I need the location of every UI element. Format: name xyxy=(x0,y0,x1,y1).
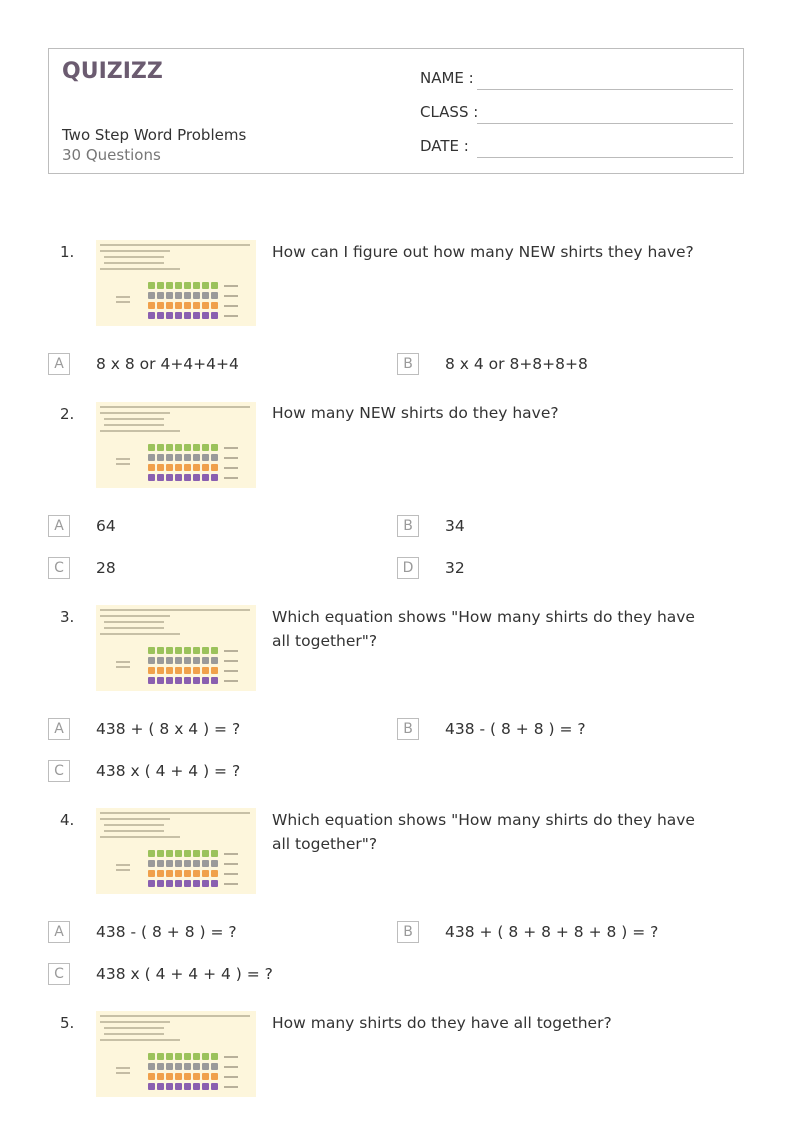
date-field[interactable] xyxy=(477,157,733,158)
shirt-icon xyxy=(184,292,191,299)
shirt-icon xyxy=(202,677,209,684)
shirt-icon xyxy=(184,870,191,877)
image-text-line xyxy=(100,633,180,635)
class-label: CLASS : xyxy=(420,103,479,121)
shirt-icon xyxy=(193,282,200,289)
image-text-line xyxy=(100,812,250,814)
shirt-icon xyxy=(148,282,155,289)
shirt-icon xyxy=(166,1073,173,1080)
shirt-icon xyxy=(193,474,200,481)
shirt-icon xyxy=(184,1083,191,1090)
shirt-icon xyxy=(211,647,218,654)
shirt-icon xyxy=(193,870,200,877)
shirt-icon xyxy=(211,1063,218,1070)
shirt-icon xyxy=(148,657,155,664)
shirt-icon xyxy=(202,647,209,654)
shirt-icon xyxy=(175,1083,182,1090)
shirt-icon xyxy=(148,454,155,461)
shirt-icon xyxy=(175,870,182,877)
shirt-icon xyxy=(166,677,173,684)
question-text: How can I figure out how many NEW shirts they have? xyxy=(272,243,694,261)
shirt-icon xyxy=(184,1063,191,1070)
shirt-icon xyxy=(166,1083,173,1090)
shirt-icon xyxy=(166,860,173,867)
option-letter[interactable]: C xyxy=(48,963,70,985)
shirt-icon xyxy=(193,657,200,664)
image-text-line xyxy=(116,869,130,871)
option-text: 438 - ( 8 + 8 ) = ? xyxy=(96,923,237,941)
image-text-line xyxy=(100,244,250,246)
shirt-icon xyxy=(193,292,200,299)
shirt-icon xyxy=(148,464,155,471)
shirt-icon xyxy=(175,667,182,674)
shirt-icon xyxy=(184,454,191,461)
question-image xyxy=(96,605,256,691)
shirt-icon xyxy=(202,464,209,471)
shirt-icon xyxy=(175,464,182,471)
option-text: 8 x 8 or 4+4+4+4 xyxy=(96,355,239,373)
shirt-icon xyxy=(202,312,209,319)
shirt-icon xyxy=(202,1083,209,1090)
shirt-icon xyxy=(157,312,164,319)
question-number: 4. xyxy=(60,811,75,829)
shirt-icon xyxy=(193,454,200,461)
shirt-icon xyxy=(148,880,155,887)
shirt-icon xyxy=(175,860,182,867)
shirt-icon xyxy=(184,444,191,451)
shirt-icon xyxy=(184,850,191,857)
shirt-icon xyxy=(166,464,173,471)
shirt-icon xyxy=(184,667,191,674)
shirt-icon xyxy=(175,312,182,319)
shirt-icon xyxy=(184,282,191,289)
image-text-line xyxy=(100,615,170,617)
shirt-icon xyxy=(211,1083,218,1090)
option-text: 438 x ( 4 + 4 ) = ? xyxy=(96,762,241,780)
shirt-icon xyxy=(193,880,200,887)
shirt-icon xyxy=(193,1053,200,1060)
date-label: DATE : xyxy=(420,137,469,155)
shirt-icon xyxy=(211,312,218,319)
row-label-line xyxy=(224,467,238,469)
image-text-line xyxy=(104,627,164,629)
question-number: 1. xyxy=(60,243,75,261)
image-text-line xyxy=(100,250,170,252)
shirt-icon xyxy=(175,282,182,289)
shirt-icon xyxy=(202,860,209,867)
shirt-icon xyxy=(184,657,191,664)
shirt-icon xyxy=(202,282,209,289)
row-label-line xyxy=(224,680,238,682)
shirt-icon xyxy=(175,292,182,299)
option-text: 34 xyxy=(445,517,465,535)
shirt-icon xyxy=(175,1073,182,1080)
shirt-icon xyxy=(157,880,164,887)
image-text-line xyxy=(104,830,164,832)
row-label-line xyxy=(224,670,238,672)
shirt-icon xyxy=(157,282,164,289)
shirt-icon xyxy=(184,1053,191,1060)
row-label-line xyxy=(224,1086,238,1088)
shirt-icon xyxy=(148,870,155,877)
shirt-icon xyxy=(211,870,218,877)
shirt-icon xyxy=(157,474,164,481)
option-letter[interactable]: A xyxy=(48,921,70,943)
shirt-icon xyxy=(193,312,200,319)
shirt-icon xyxy=(148,292,155,299)
shirt-icon xyxy=(166,1063,173,1070)
image-text-line xyxy=(100,406,250,408)
shirt-icon xyxy=(175,1053,182,1060)
shirt-icon xyxy=(184,1073,191,1080)
quizizz-logo: QUIZIZZ xyxy=(62,59,163,84)
shirt-icon xyxy=(148,444,155,451)
shirt-icon xyxy=(193,302,200,309)
image-text-line xyxy=(104,418,164,420)
image-text-line xyxy=(100,1021,170,1023)
option-letter[interactable]: C xyxy=(48,557,70,579)
image-text-line xyxy=(104,1033,164,1035)
row-label-line xyxy=(224,660,238,662)
shirt-icon xyxy=(184,474,191,481)
option-letter[interactable]: B xyxy=(397,353,419,375)
shirt-icon xyxy=(193,647,200,654)
row-label-line xyxy=(224,883,238,885)
image-text-line xyxy=(100,836,180,838)
shirt-icon xyxy=(148,1073,155,1080)
shirt-icon xyxy=(202,454,209,461)
shirt-icon xyxy=(175,474,182,481)
shirt-icon xyxy=(202,444,209,451)
shirt-icon xyxy=(157,1063,164,1070)
question-text: Which equation shows "How many shirts do they have all together"? xyxy=(272,608,695,650)
shirt-icon xyxy=(166,444,173,451)
shirt-icon xyxy=(166,880,173,887)
row-label-line xyxy=(224,1056,238,1058)
shirt-icon xyxy=(175,454,182,461)
shirt-icon xyxy=(211,677,218,684)
shirt-icon xyxy=(175,850,182,857)
image-text-line xyxy=(104,1027,164,1029)
shirt-icon xyxy=(148,677,155,684)
shirt-icon xyxy=(211,1073,218,1080)
image-text-line xyxy=(116,296,130,298)
question-text: How many NEW shirts do they have? xyxy=(272,404,559,422)
shirt-icon xyxy=(148,474,155,481)
shirt-icon xyxy=(184,677,191,684)
shirt-icon xyxy=(157,1073,164,1080)
option-text: 64 xyxy=(96,517,116,535)
question-number: 5. xyxy=(60,1014,75,1032)
question-text: Which equation shows "How many shirts do they have all together"? xyxy=(272,811,695,853)
class-field[interactable] xyxy=(477,123,733,124)
shirt-icon xyxy=(175,302,182,309)
worksheet-title: Two Step Word Problems xyxy=(62,126,247,144)
shirt-icon xyxy=(148,1083,155,1090)
image-text-line xyxy=(116,666,130,668)
question-count: 30 Questions xyxy=(62,146,161,164)
shirt-icon xyxy=(166,1053,173,1060)
option-letter[interactable]: D xyxy=(397,557,419,579)
shirt-icon xyxy=(157,870,164,877)
shirt-icon xyxy=(193,1063,200,1070)
option-letter[interactable]: B xyxy=(397,718,419,740)
shirt-icon xyxy=(211,667,218,674)
shirt-icon xyxy=(157,1053,164,1060)
row-label-line xyxy=(224,457,238,459)
shirt-icon xyxy=(148,312,155,319)
shirt-icon xyxy=(193,850,200,857)
shirt-icon xyxy=(211,860,218,867)
shirt-icon xyxy=(157,464,164,471)
image-text-line xyxy=(116,1067,130,1069)
shirt-icon xyxy=(202,880,209,887)
shirt-icon xyxy=(184,312,191,319)
shirt-icon xyxy=(211,282,218,289)
shirt-icon xyxy=(175,444,182,451)
shirt-icon xyxy=(157,647,164,654)
image-text-line xyxy=(100,818,170,820)
shirt-icon xyxy=(166,454,173,461)
image-text-line xyxy=(100,1015,250,1017)
shirt-icon xyxy=(148,1053,155,1060)
shirt-icon xyxy=(175,880,182,887)
question-image xyxy=(96,808,256,894)
shirt-icon xyxy=(202,292,209,299)
shirt-icon xyxy=(157,860,164,867)
question-image xyxy=(96,240,256,326)
shirt-icon xyxy=(202,1073,209,1080)
shirt-icon xyxy=(193,860,200,867)
shirt-icon xyxy=(148,1063,155,1070)
image-text-line xyxy=(116,661,130,663)
shirt-icon xyxy=(157,667,164,674)
shirt-icon xyxy=(211,302,218,309)
row-label-line xyxy=(224,863,238,865)
row-label-line xyxy=(224,447,238,449)
shirt-icon xyxy=(211,292,218,299)
shirt-icon xyxy=(148,647,155,654)
question-text: How many shirts do they have all together? xyxy=(272,1014,612,1032)
shirt-icon xyxy=(193,677,200,684)
image-text-line xyxy=(104,621,164,623)
shirt-icon xyxy=(202,1063,209,1070)
image-text-line xyxy=(116,301,130,303)
shirt-icon xyxy=(193,1083,200,1090)
image-text-line xyxy=(100,609,250,611)
shirt-icon xyxy=(175,657,182,664)
image-text-line xyxy=(104,824,164,826)
option-text: 438 + ( 8 + 8 + 8 + 8 ) = ? xyxy=(445,923,659,941)
shirt-icon xyxy=(175,1063,182,1070)
row-label-line xyxy=(224,1066,238,1068)
question-image xyxy=(96,402,256,488)
row-label-line xyxy=(224,477,238,479)
shirt-icon xyxy=(157,677,164,684)
shirt-icon xyxy=(202,657,209,664)
question-image xyxy=(96,1011,256,1097)
shirt-icon xyxy=(166,312,173,319)
image-text-line xyxy=(116,458,130,460)
image-text-line xyxy=(100,1039,180,1041)
shirt-icon xyxy=(157,454,164,461)
image-text-line xyxy=(116,463,130,465)
shirt-icon xyxy=(166,657,173,664)
row-label-line xyxy=(224,650,238,652)
shirt-icon xyxy=(202,474,209,481)
shirt-icon xyxy=(211,657,218,664)
shirt-icon xyxy=(202,1053,209,1060)
shirt-icon xyxy=(166,850,173,857)
row-label-line xyxy=(224,853,238,855)
shirt-icon xyxy=(211,1053,218,1060)
shirt-icon xyxy=(166,292,173,299)
shirt-icon xyxy=(211,444,218,451)
image-text-line xyxy=(116,1072,130,1074)
shirt-icon xyxy=(193,667,200,674)
image-text-line xyxy=(116,864,130,866)
shirt-icon xyxy=(211,464,218,471)
shirt-icon xyxy=(184,464,191,471)
option-text: 438 x ( 4 + 4 + 4 ) = ? xyxy=(96,965,273,983)
shirt-icon xyxy=(157,657,164,664)
shirt-icon xyxy=(202,870,209,877)
row-label-line xyxy=(224,1076,238,1078)
image-text-line xyxy=(104,424,164,426)
shirt-icon xyxy=(175,647,182,654)
shirt-icon xyxy=(202,850,209,857)
row-label-line xyxy=(224,315,238,317)
option-letter[interactable]: A xyxy=(48,515,70,537)
name-field[interactable] xyxy=(477,89,733,90)
row-label-line xyxy=(224,295,238,297)
shirt-icon xyxy=(157,292,164,299)
row-label-line xyxy=(224,285,238,287)
option-text: 8 x 4 or 8+8+8+8 xyxy=(445,355,588,373)
shirt-icon xyxy=(175,677,182,684)
image-text-line xyxy=(100,430,180,432)
row-label-line xyxy=(224,873,238,875)
option-letter[interactable]: B xyxy=(397,515,419,537)
shirt-icon xyxy=(202,667,209,674)
shirt-icon xyxy=(157,850,164,857)
image-text-line xyxy=(100,268,180,270)
shirt-icon xyxy=(184,302,191,309)
option-text: 438 + ( 8 x 4 ) = ? xyxy=(96,720,241,738)
shirt-icon xyxy=(184,880,191,887)
shirt-icon xyxy=(148,860,155,867)
shirt-icon xyxy=(184,860,191,867)
shirt-icon xyxy=(211,850,218,857)
shirt-icon xyxy=(166,667,173,674)
option-text: 438 - ( 8 + 8 ) = ? xyxy=(445,720,586,738)
shirt-icon xyxy=(166,474,173,481)
shirt-icon xyxy=(202,302,209,309)
worksheet-header xyxy=(48,48,744,174)
shirt-icon xyxy=(193,444,200,451)
option-letter[interactable]: A xyxy=(48,353,70,375)
shirt-icon xyxy=(166,282,173,289)
shirt-icon xyxy=(148,302,155,309)
question-number: 2. xyxy=(60,405,75,423)
shirt-icon xyxy=(211,454,218,461)
option-letter[interactable]: A xyxy=(48,718,70,740)
option-text: 32 xyxy=(445,559,465,577)
shirt-icon xyxy=(211,880,218,887)
image-text-line xyxy=(104,256,164,258)
row-label-line xyxy=(224,305,238,307)
shirt-icon xyxy=(211,474,218,481)
option-letter[interactable]: C xyxy=(48,760,70,782)
shirt-icon xyxy=(148,667,155,674)
shirt-icon xyxy=(157,444,164,451)
shirt-icon xyxy=(148,850,155,857)
shirt-icon xyxy=(157,302,164,309)
option-text: 28 xyxy=(96,559,116,577)
image-text-line xyxy=(104,262,164,264)
shirt-icon xyxy=(157,1083,164,1090)
shirt-icon xyxy=(166,302,173,309)
image-text-line xyxy=(100,412,170,414)
shirt-icon xyxy=(193,464,200,471)
shirt-icon xyxy=(184,647,191,654)
option-letter[interactable]: B xyxy=(397,921,419,943)
question-number: 3. xyxy=(60,608,75,626)
name-label: NAME : xyxy=(420,69,474,87)
shirt-icon xyxy=(193,1073,200,1080)
shirt-icon xyxy=(166,647,173,654)
shirt-icon xyxy=(166,870,173,877)
